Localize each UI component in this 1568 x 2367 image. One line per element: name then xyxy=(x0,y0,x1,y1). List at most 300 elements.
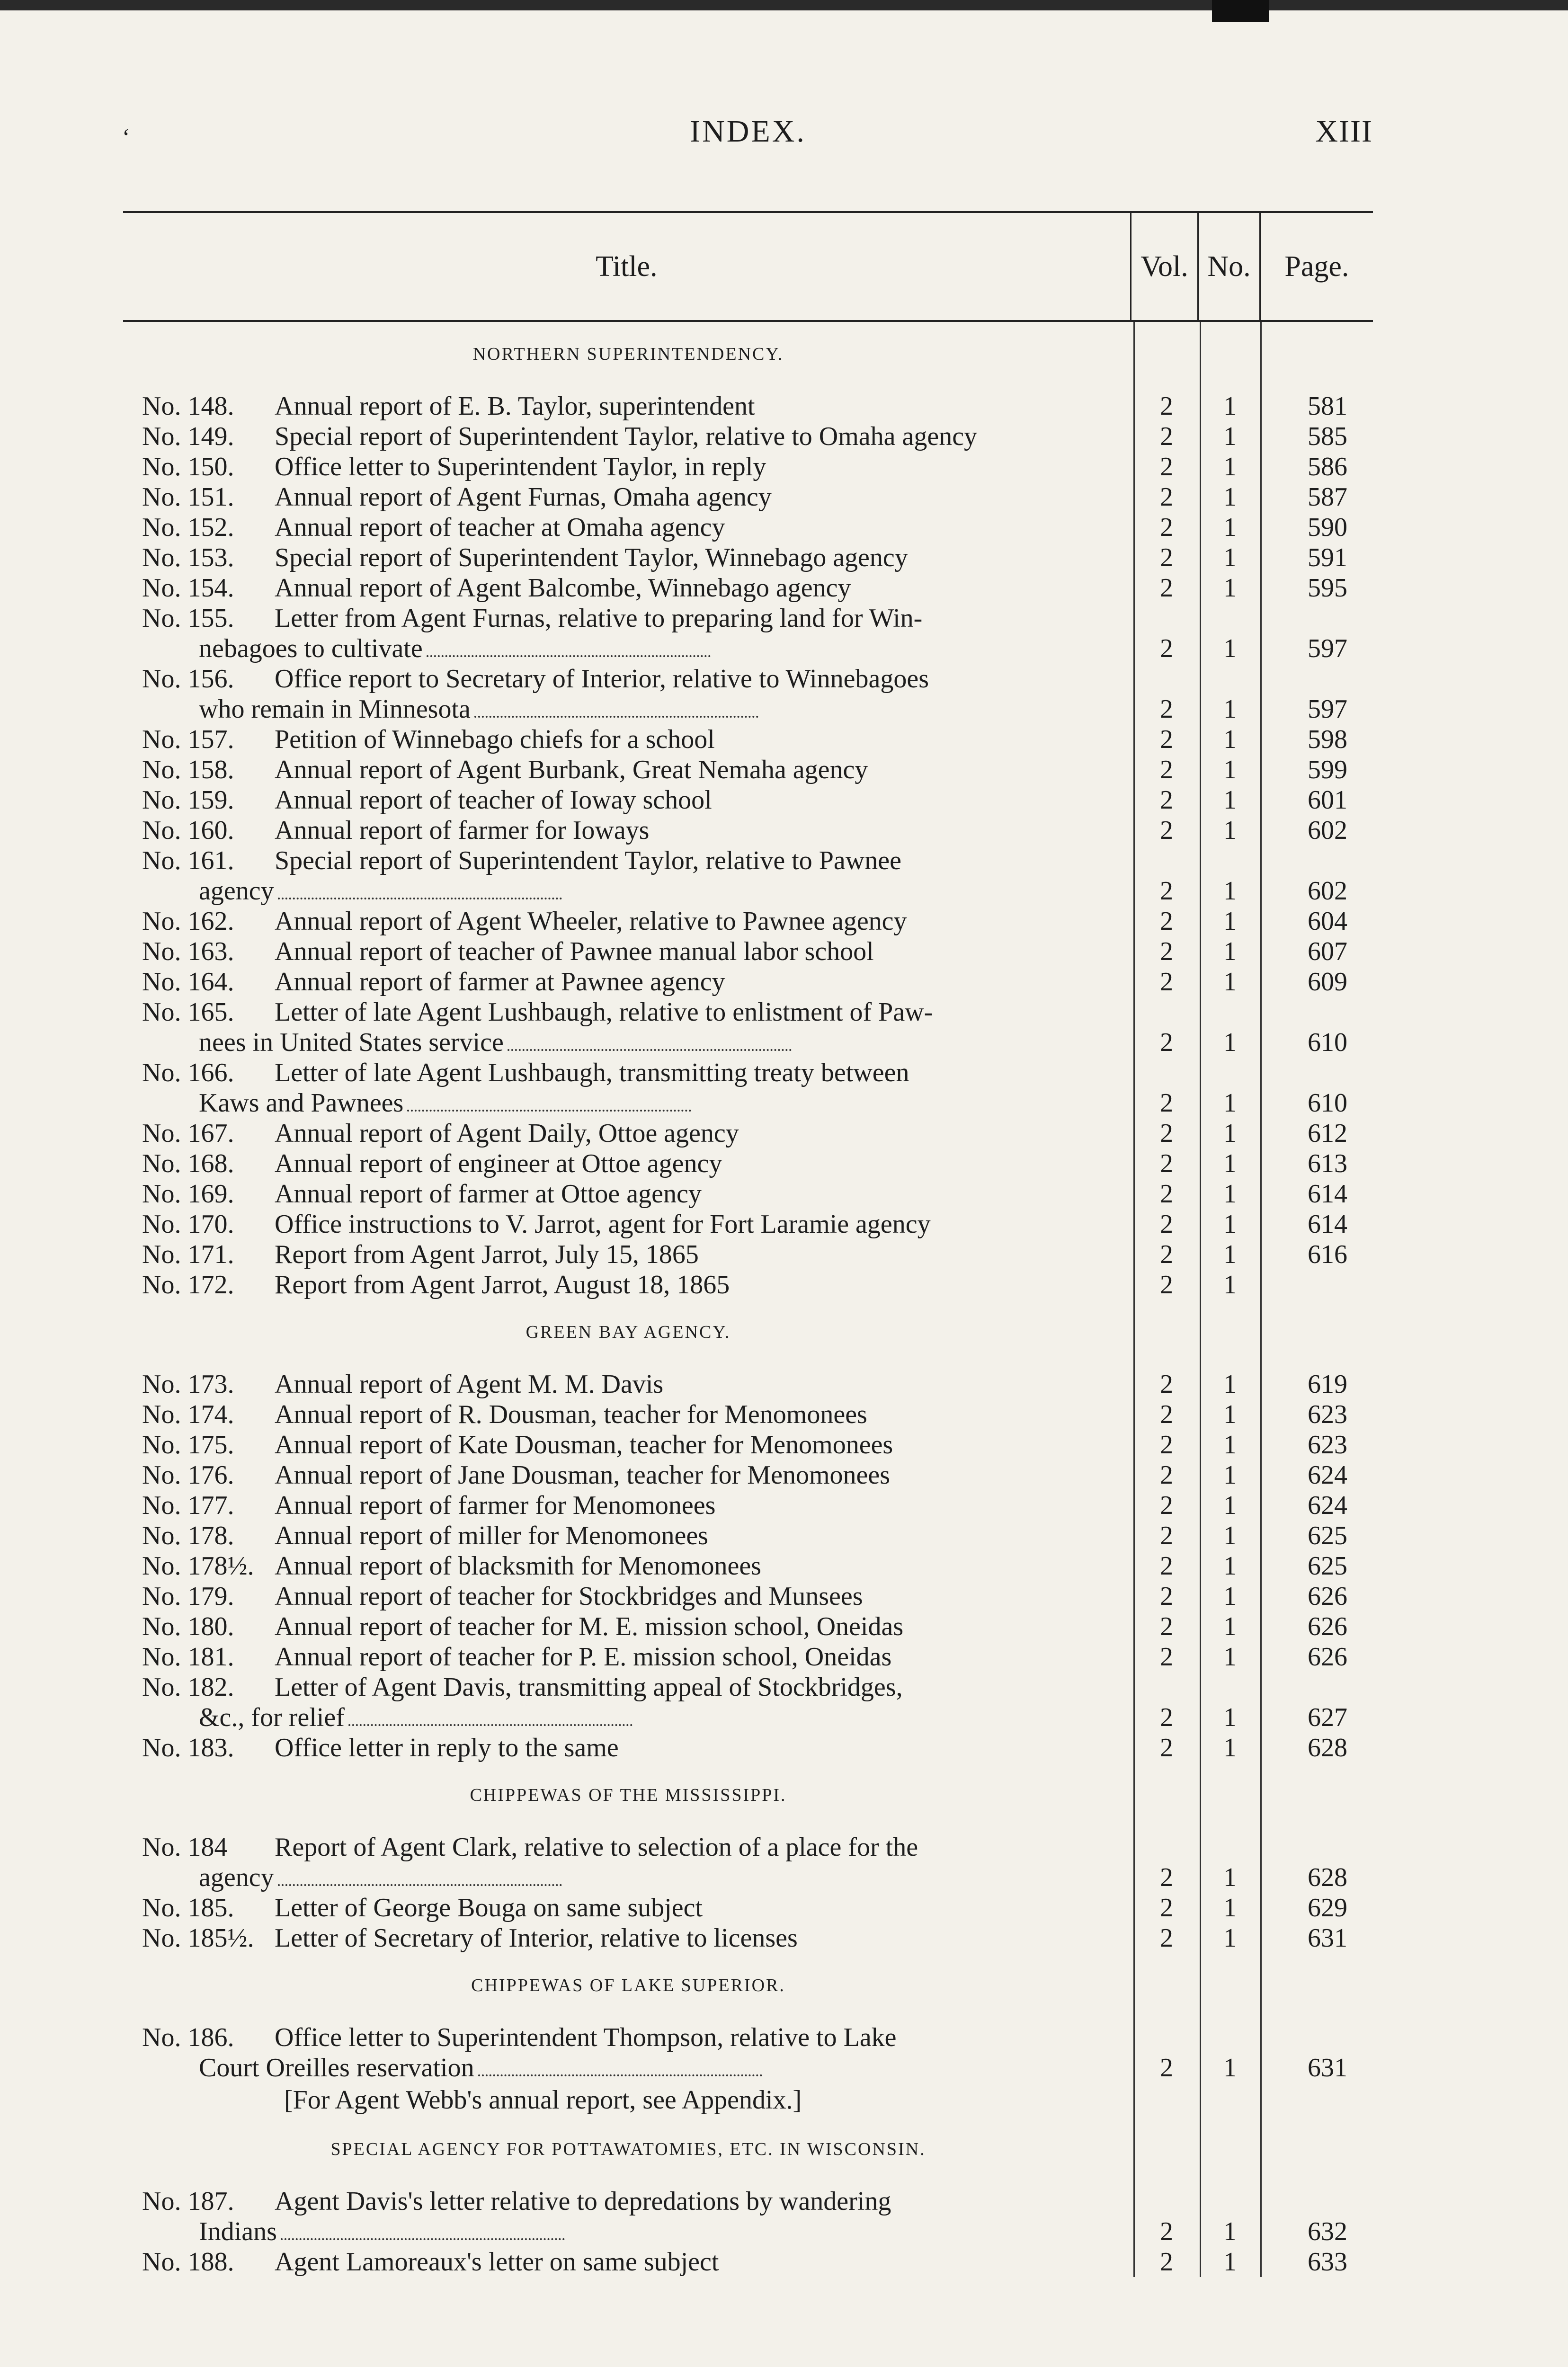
entry-no: 1 xyxy=(1223,1893,1237,1922)
entry-no: 1 xyxy=(1223,513,1237,542)
entry-no: 1 xyxy=(1223,1149,1237,1178)
entry-vol: 2 xyxy=(1160,1028,1173,1057)
entry-page: 623 xyxy=(1308,1400,1347,1429)
entry-no: 1 xyxy=(1223,2053,1237,2082)
index-entry-row xyxy=(123,603,1373,664)
index-entry-row xyxy=(123,1270,1373,1300)
dot-leader xyxy=(348,1724,633,1726)
entry-text: Letter from Agent Furnas, relative to preparing land for Win- xyxy=(275,604,923,633)
entry-number: No. 169. xyxy=(142,1179,234,1209)
entry-page: 624 xyxy=(1308,1460,1347,1490)
entry-title xyxy=(123,512,1133,543)
entry-number: No. 186. xyxy=(142,2023,234,2052)
entry-title-line xyxy=(142,1581,1124,1611)
entry-page: 602 xyxy=(1308,816,1347,845)
entry-vol: 2 xyxy=(1160,1521,1173,1550)
entry-page: 633 xyxy=(1308,2247,1347,2277)
entry-no: 1 xyxy=(1223,816,1237,845)
entry-vol: 2 xyxy=(1160,937,1173,966)
entry-no: 1 xyxy=(1223,573,1237,603)
entry-vol: 2 xyxy=(1160,1582,1173,1611)
entry-title-line xyxy=(142,482,1124,512)
column-rule-page xyxy=(1260,322,1262,2277)
index-table-body xyxy=(123,322,1373,2277)
entry-title xyxy=(123,1430,1133,1460)
entry-no: 1 xyxy=(1223,1119,1237,1148)
entry-vol: 2 xyxy=(1160,1460,1173,1490)
dot-leader xyxy=(478,2074,762,2076)
entry-number: No. 162. xyxy=(142,907,234,936)
index-entry-row xyxy=(123,815,1373,845)
entry-title-line xyxy=(142,1058,1124,1088)
entry-title xyxy=(123,1460,1133,1490)
dot-leader xyxy=(427,655,711,657)
index-entry-row xyxy=(123,2247,1373,2277)
entry-title-line xyxy=(142,1832,1124,1862)
entry-no: 1 xyxy=(1223,967,1237,997)
entry-no: 1 xyxy=(1223,1430,1237,1459)
entry-text: Report from Agent Jarrot, July 15, 1865 xyxy=(275,1240,699,1269)
index-entry-row xyxy=(123,1490,1373,1521)
index-entry-row xyxy=(123,967,1373,997)
entry-number: No. 149. xyxy=(142,422,234,451)
entry-page: 624 xyxy=(1308,1491,1347,1520)
entry-vol: 2 xyxy=(1160,755,1173,784)
index-entry-row xyxy=(123,1430,1373,1460)
scan-ink-blot xyxy=(1212,0,1269,22)
entry-title xyxy=(123,1399,1133,1430)
entry-number: No. 154. xyxy=(142,573,234,603)
entry-no: 1 xyxy=(1223,1703,1237,1732)
entry-title-line xyxy=(142,1642,1124,1672)
entry-title-line xyxy=(142,2247,1124,2277)
entry-title-line xyxy=(142,997,1124,1027)
entry-number: No. 174. xyxy=(142,1400,234,1429)
entry-text: Letter of late Agent Lushbaugh, transmitting treaty between xyxy=(275,1058,909,1087)
entry-page: 628 xyxy=(1308,1733,1347,1762)
entry-page: 610 xyxy=(1308,1028,1347,1057)
index-entry-row xyxy=(123,755,1373,785)
entry-text: Annual report of blacksmith for Menomonees xyxy=(275,1551,761,1581)
column-header-vol: Vol. xyxy=(1130,213,1198,320)
entry-vol: 2 xyxy=(1160,785,1173,815)
entry-text: Letter of George Bouga on same subject xyxy=(275,1893,703,1922)
index-entry-row xyxy=(123,2186,1373,2247)
scan-top-edge xyxy=(0,0,1568,10)
entry-number: No. 182. xyxy=(142,1673,234,1702)
entry-no: 1 xyxy=(1223,876,1237,906)
column-header-title: Title. xyxy=(596,250,658,283)
entry-title-line xyxy=(142,1733,1124,1763)
index-entry-row xyxy=(123,1179,1373,1209)
entry-title xyxy=(123,421,1133,452)
entry-title xyxy=(123,1893,1133,1923)
entry-number: No. 163. xyxy=(142,937,234,966)
entry-text: Annual report of R. Dousman, teacher for Menomonees xyxy=(275,1400,867,1429)
column-header-no: No. xyxy=(1197,213,1259,320)
entry-text: Annual report of farmer for Ioways xyxy=(275,816,650,845)
entry-number: No. 176. xyxy=(142,1460,234,1490)
margin-mark: ‘ xyxy=(122,124,130,150)
entry-title-line xyxy=(142,452,1124,482)
entry-no: 1 xyxy=(1223,422,1237,451)
entry-vol: 2 xyxy=(1160,1270,1173,1299)
index-entry-row xyxy=(123,1239,1373,1270)
entry-no: 1 xyxy=(1223,1491,1237,1520)
entry-title xyxy=(123,1058,1133,1118)
entry-vol: 2 xyxy=(1160,543,1173,572)
dot-leader xyxy=(278,898,562,899)
entry-vol: 2 xyxy=(1160,1400,1173,1429)
entry-text: Annual report of teacher for Stockbridges and Munsees xyxy=(275,1582,863,1611)
entry-no: 1 xyxy=(1223,1521,1237,1550)
entry-number: No. 168. xyxy=(142,1149,234,1178)
dot-leader xyxy=(281,2238,565,2240)
entry-no: 1 xyxy=(1223,1088,1237,1118)
entry-title-line xyxy=(142,967,1124,997)
dot-leader xyxy=(407,1110,691,1112)
entry-vol: 2 xyxy=(1160,422,1173,451)
entry-text: Annual report of Agent M. M. Davis xyxy=(275,1370,664,1399)
entry-title xyxy=(123,664,1133,724)
entry-vol: 2 xyxy=(1160,876,1173,906)
entry-title-continuation xyxy=(142,2216,1124,2247)
entry-title-line xyxy=(142,603,1124,633)
entry-page: 619 xyxy=(1308,1370,1347,1399)
entry-text: Agent Davis's letter relative to depredations by wandering xyxy=(275,2187,891,2216)
entry-title-line xyxy=(142,391,1124,421)
entry-title-line xyxy=(142,1399,1124,1430)
entry-text: Special report of Superintendent Taylor, Winnebago agency xyxy=(275,543,908,572)
entry-number: No. 155. xyxy=(142,604,234,633)
entry-no: 1 xyxy=(1223,1612,1237,1641)
index-entry-row xyxy=(123,1642,1373,1672)
entry-page: 585 xyxy=(1308,422,1347,451)
entry-no: 1 xyxy=(1223,482,1237,512)
entry-number: No. 160. xyxy=(142,816,234,845)
entry-no: 1 xyxy=(1223,785,1237,815)
entry-title-line xyxy=(142,1430,1124,1460)
entry-title-line xyxy=(142,1672,1124,1702)
entry-text: Office letter in reply to the same xyxy=(275,1733,619,1762)
entry-text: Letter of late Agent Lushbaugh, relative to enlistment of Paw- xyxy=(275,997,933,1027)
entry-text-continued: Kaws and Pawnees xyxy=(199,1088,404,1118)
entry-vol: 2 xyxy=(1160,1612,1173,1641)
entry-text-continued: agency xyxy=(199,1863,274,1892)
entry-text: Annual report of farmer at Ottoe agency xyxy=(275,1179,702,1209)
index-entry-row xyxy=(123,906,1373,936)
entry-vol: 2 xyxy=(1160,2053,1173,2082)
entry-vol: 2 xyxy=(1160,1210,1173,1239)
entry-title-line xyxy=(142,1179,1124,1209)
entry-vol: 2 xyxy=(1160,1088,1173,1118)
column-rule-no xyxy=(1200,322,1201,2277)
entry-text: Petition of Winnebago chiefs for a school xyxy=(275,725,715,754)
entry-text: Special report of Superintendent Taylor, relative to Pawnee xyxy=(275,846,901,875)
entry-text-continued: who remain in Minnesota xyxy=(199,694,471,724)
entry-no: 1 xyxy=(1223,1642,1237,1672)
entry-page: 625 xyxy=(1308,1521,1347,1550)
entry-title xyxy=(123,1551,1133,1581)
entry-vol: 2 xyxy=(1160,816,1173,845)
entry-title xyxy=(123,906,1133,936)
entry-number: No. 152. xyxy=(142,513,234,542)
entry-text: Letter of Secretary of Interior, relative to licenses xyxy=(275,1923,798,1953)
entry-text: Annual report of engineer at Ottoe agency xyxy=(275,1149,722,1178)
entry-page: 602 xyxy=(1308,876,1347,906)
entry-title-continuation xyxy=(142,694,1124,724)
index-entry-row xyxy=(123,1521,1373,1551)
entry-title xyxy=(123,755,1133,785)
entry-text: Annual report of miller for Menomonees xyxy=(275,1521,708,1550)
entry-page: 586 xyxy=(1308,452,1347,481)
entry-number: No. 159. xyxy=(142,785,234,815)
entry-number: No. 156. xyxy=(142,664,234,694)
entry-text: Annual report of teacher of Ioway school xyxy=(275,785,712,815)
entry-title-line xyxy=(142,2186,1124,2216)
entry-page: 587 xyxy=(1308,482,1347,512)
entry-title-line xyxy=(142,755,1124,785)
entry-page: 599 xyxy=(1308,755,1347,784)
entry-number: No. 148. xyxy=(142,392,234,421)
entry-number: No. 172. xyxy=(142,1270,234,1299)
entry-title xyxy=(123,1611,1133,1642)
page-number: XIII xyxy=(1315,114,1373,149)
entry-vol: 2 xyxy=(1160,725,1173,754)
index-entry-row xyxy=(123,482,1373,512)
dot-leader xyxy=(278,1884,562,1886)
entry-title xyxy=(123,603,1133,664)
entry-title xyxy=(123,936,1133,967)
entry-title xyxy=(123,1832,1133,1893)
entry-no: 1 xyxy=(1223,1582,1237,1611)
entry-page: 629 xyxy=(1308,1893,1347,1922)
entry-text-continued: Court Oreilles reservation xyxy=(199,2053,474,2082)
entry-number: No. 161. xyxy=(142,846,234,875)
entry-title-line xyxy=(142,512,1124,543)
entry-no: 1 xyxy=(1223,1370,1237,1399)
entry-number: No. 179. xyxy=(142,1582,234,1611)
entry-title-line xyxy=(142,421,1124,452)
entry-number: No. 185½. xyxy=(142,1923,254,1953)
index-entry-row xyxy=(123,1581,1373,1611)
entry-vol: 2 xyxy=(1160,1703,1173,1732)
entry-no: 1 xyxy=(1223,1270,1237,1299)
entry-title-line xyxy=(142,1611,1124,1642)
page-header xyxy=(123,114,1373,166)
entry-page: 623 xyxy=(1308,1430,1347,1459)
index-entry-row xyxy=(123,936,1373,967)
index-entry-row xyxy=(123,1209,1373,1239)
entry-page: 625 xyxy=(1308,1551,1347,1581)
entry-vol: 2 xyxy=(1160,1923,1173,1953)
index-entry-row xyxy=(123,391,1373,421)
index-entry-row xyxy=(123,997,1373,1058)
entry-page: 627 xyxy=(1308,1703,1347,1732)
entry-text: Office letter to Superintendent Taylor, in reply xyxy=(275,452,766,481)
entry-no: 1 xyxy=(1223,543,1237,572)
index-entry-row xyxy=(123,1460,1373,1490)
entry-page: 626 xyxy=(1308,1642,1347,1672)
entry-title-continuation xyxy=(142,2053,1124,2083)
entry-vol: 2 xyxy=(1160,967,1173,997)
entry-vol: 2 xyxy=(1160,1733,1173,1762)
entry-title-line xyxy=(142,1239,1124,1270)
entry-text-continued: Indians xyxy=(199,2217,277,2246)
entry-number: No. 166. xyxy=(142,1058,234,1087)
entry-no: 1 xyxy=(1223,755,1237,784)
entry-text: Annual report of teacher at Omaha agency xyxy=(275,513,725,542)
entry-page: 612 xyxy=(1308,1119,1347,1148)
entry-number: No. 187. xyxy=(142,2187,234,2216)
entry-title xyxy=(123,1581,1133,1611)
entry-number: No. 150. xyxy=(142,452,234,481)
entry-title-continuation xyxy=(142,876,1124,906)
entry-text: Annual report of teacher of Pawnee manual labor school xyxy=(275,937,874,966)
entry-title xyxy=(123,2186,1133,2247)
entry-title xyxy=(123,997,1133,1058)
entry-page: 616 xyxy=(1308,1240,1347,1269)
page-title: INDEX. xyxy=(690,114,806,149)
index-entry-row xyxy=(123,845,1373,906)
entry-number: No. 171. xyxy=(142,1240,234,1269)
entry-page: 628 xyxy=(1308,1863,1347,1892)
entry-text: Agent Lamoreaux's letter on same subject xyxy=(275,2247,719,2277)
entry-text: Annual report of teacher for M. E. mission school, Oneidas xyxy=(275,1612,904,1641)
dot-leader xyxy=(508,1049,792,1051)
entry-text: Annual report of farmer for Menomonees xyxy=(275,1491,716,1520)
entry-title-line xyxy=(142,815,1124,845)
entry-page: 598 xyxy=(1308,725,1347,754)
entry-title-line xyxy=(142,906,1124,936)
entry-title-line xyxy=(142,1521,1124,1551)
section-heading: GREEN BAY AGENCY. xyxy=(526,1322,731,1342)
entry-title xyxy=(123,1209,1133,1239)
entry-title xyxy=(123,1369,1133,1399)
index-entry-row xyxy=(123,1148,1373,1179)
entry-number: No. 181. xyxy=(142,1642,234,1672)
index-entry-row xyxy=(123,1672,1373,1733)
entry-text: Annual report of farmer at Pawnee agency xyxy=(275,967,725,997)
index-entry-row xyxy=(123,1733,1373,1763)
entry-title xyxy=(123,2247,1133,2277)
entry-no: 1 xyxy=(1223,907,1237,936)
entry-text: Office report to Secretary of Interior, relative to Winnebagoes xyxy=(275,664,929,694)
entry-no: 1 xyxy=(1223,452,1237,481)
entry-title xyxy=(123,1148,1133,1179)
entry-title-line xyxy=(142,573,1124,603)
entry-number: No. 188. xyxy=(142,2247,234,2277)
entry-page: 590 xyxy=(1308,513,1347,542)
entry-vol: 2 xyxy=(1160,1893,1173,1922)
entry-number: No. 170. xyxy=(142,1210,234,1239)
entry-title-line xyxy=(142,1270,1124,1300)
index-entry-row xyxy=(123,785,1373,815)
entry-no: 1 xyxy=(1223,725,1237,754)
entry-page: 626 xyxy=(1308,1612,1347,1641)
index-entry-row xyxy=(123,1551,1373,1581)
entry-title-line xyxy=(142,785,1124,815)
entry-page: 614 xyxy=(1308,1179,1347,1209)
entry-title xyxy=(123,1733,1133,1763)
entry-page: 631 xyxy=(1308,1923,1347,1953)
index-entry-row xyxy=(123,543,1373,573)
entry-vol: 2 xyxy=(1160,513,1173,542)
entry-no: 1 xyxy=(1223,1923,1237,1953)
section-heading: NORTHERN SUPERINTENDENCY. xyxy=(472,344,784,364)
entry-text: Report from Agent Jarrot, August 18, 1865 xyxy=(275,1270,730,1299)
entry-page: 607 xyxy=(1308,937,1347,966)
index-table xyxy=(123,211,1373,2277)
entry-no: 1 xyxy=(1223,2247,1237,2277)
entry-no: 1 xyxy=(1223,1210,1237,1239)
entry-text: Office instructions to V. Jarrot, agent for Fort Laramie agency xyxy=(275,1210,931,1239)
entry-text: Annual report of Agent Furnas, Omaha agency xyxy=(275,482,772,512)
entry-title-line xyxy=(142,1460,1124,1490)
entry-title xyxy=(123,1239,1133,1270)
entry-title-line xyxy=(142,664,1124,694)
entry-vol: 2 xyxy=(1160,1240,1173,1269)
entry-title-line xyxy=(142,1923,1124,1953)
entry-page: 632 xyxy=(1308,2217,1347,2246)
index-entry-row xyxy=(123,421,1373,452)
entry-title-line xyxy=(142,1209,1124,1239)
entry-title-line xyxy=(142,1118,1124,1148)
index-entry-row xyxy=(123,1118,1373,1148)
entry-title xyxy=(123,482,1133,512)
entry-text: Special report of Superintendent Taylor, relative to Omaha agency xyxy=(275,422,978,451)
entry-title-continuation xyxy=(142,1027,1124,1058)
entry-title xyxy=(123,724,1133,755)
entry-text: Annual report of Jane Dousman, teacher for Menomonees xyxy=(275,1460,891,1490)
entry-title-line xyxy=(142,845,1124,876)
entry-number: No. 158. xyxy=(142,755,234,784)
entry-title xyxy=(123,1490,1133,1521)
entry-number: No. 175. xyxy=(142,1430,234,1459)
entry-text: Annual report of Agent Balcombe, Winnebago agency xyxy=(275,573,851,603)
entry-number: No. 173. xyxy=(142,1370,234,1399)
entry-vol: 2 xyxy=(1160,573,1173,603)
entry-vol: 2 xyxy=(1160,2217,1173,2246)
entry-no: 1 xyxy=(1223,1028,1237,1057)
entry-title xyxy=(123,543,1133,573)
index-entry-row xyxy=(123,1058,1373,1118)
entry-number: No. 153. xyxy=(142,543,234,572)
entry-title xyxy=(123,452,1133,482)
entry-text-continued: nebagoes to cultivate xyxy=(199,634,423,663)
entry-title xyxy=(123,573,1133,603)
entry-vol: 2 xyxy=(1160,1119,1173,1148)
index-entry-row xyxy=(123,512,1373,543)
entry-number: No. 185. xyxy=(142,1893,234,1922)
entry-vol: 2 xyxy=(1160,1863,1173,1892)
entry-page: 581 xyxy=(1308,392,1347,421)
entry-number: No. 151. xyxy=(142,482,234,512)
index-entry-row xyxy=(123,1893,1373,1923)
entry-page: 610 xyxy=(1308,1088,1347,1118)
index-entry-row xyxy=(123,452,1373,482)
entry-no: 1 xyxy=(1223,1400,1237,1429)
entry-text: Annual report of E. B. Taylor, superintendent xyxy=(275,392,755,421)
entry-title-line xyxy=(142,1551,1124,1581)
entry-number: No. 167. xyxy=(142,1119,234,1148)
index-entry-row xyxy=(123,1369,1373,1399)
entry-text: Annual report of Kate Dousman, teacher for Menomonees xyxy=(275,1430,893,1459)
entry-title-line xyxy=(142,1490,1124,1521)
entry-text-continued: agency xyxy=(199,876,274,906)
entry-number: No. 180. xyxy=(142,1612,234,1641)
entry-vol: 2 xyxy=(1160,907,1173,936)
